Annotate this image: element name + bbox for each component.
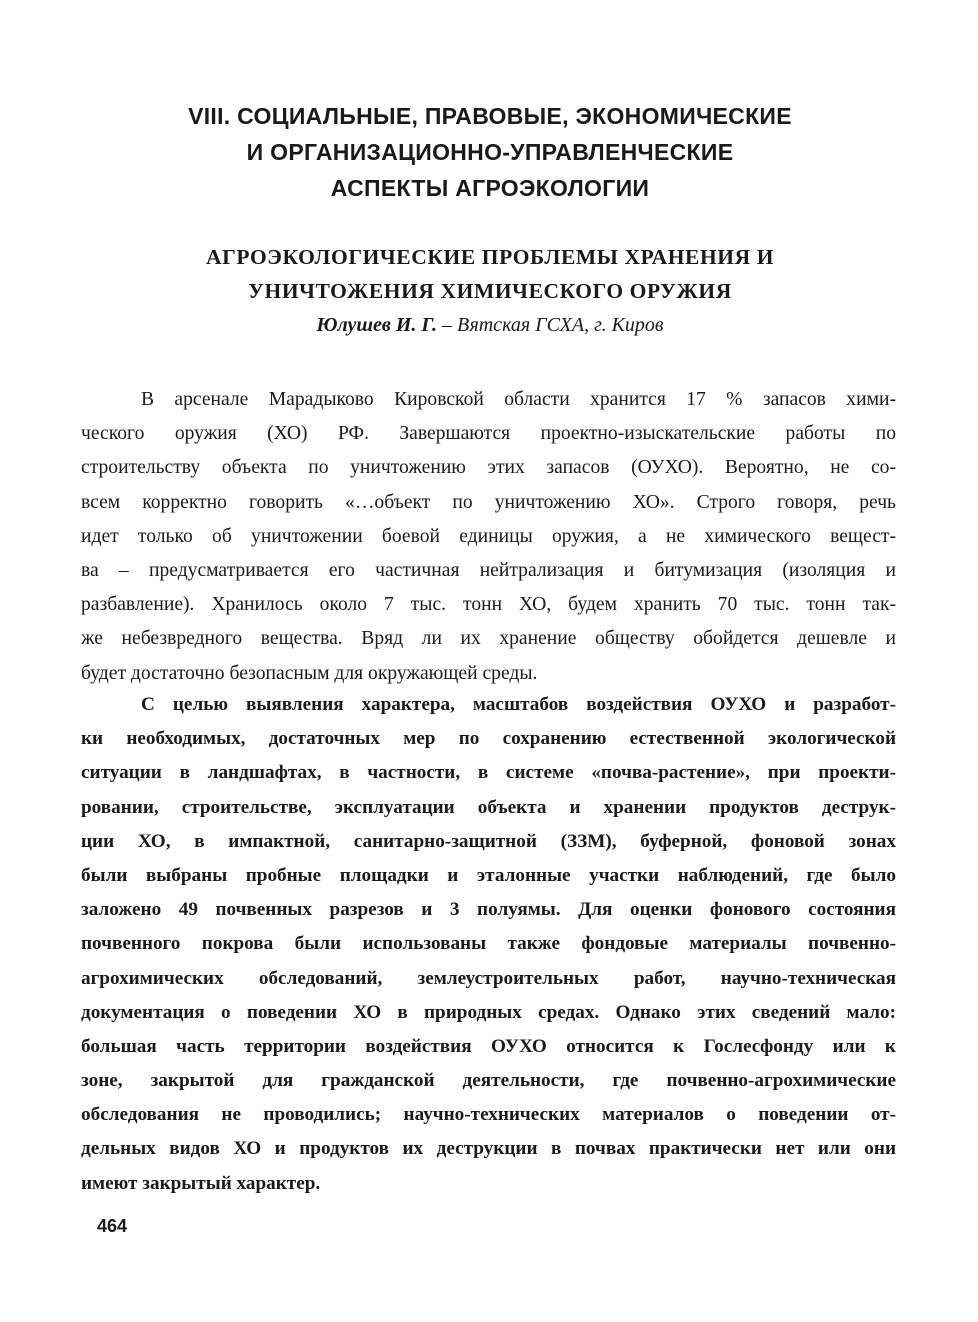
text-line: были выбраны пробные площадки и эталонные участки наблюдений, где было — [81, 864, 896, 886]
text-line: строительству объекта по уничтожению этих запасов (ОУХО). Вероятно, не со- — [81, 457, 896, 479]
text-line: ровании, строительстве, эксплуатации объекта и хранении продуктов деструк- — [81, 796, 896, 818]
section-heading — [120, 98, 860, 206]
text-line: агрохимических обследований, землеустроительных работ, научно-техническая — [81, 967, 896, 989]
text-line: ции ХО, в импактной, санитарно-защитной (ЗЗМ), буферной, фоновой зонах — [81, 830, 896, 852]
text-line: ки необходимых, достаточных мер по сохранению естественной экологической — [81, 728, 896, 750]
text-line: документация о поведении ХО в природных средах. Однако этих сведений мало: — [81, 1001, 896, 1023]
text-line: имеют закрытый характер. — [81, 1172, 321, 1194]
author-affiliation: – Вятская ГСХА, г. Киров — [441, 314, 664, 336]
paragraph-1 — [81, 383, 896, 691]
text-line: В арсенале Марадыково Кировской области хранится 17 % запасов хими- — [141, 389, 896, 410]
text-line: разбавление). Хранилось около 7 тыс. тонн ХО, будем хранить 70 тыс. тонн так- — [81, 594, 896, 616]
author-name: Юлушев И. Г. — [316, 314, 437, 336]
article-title-line: АГРОЭКОЛОГИЧЕСКИЕ ПРОБЛЕМЫ ХРАНЕНИЯ И — [205, 245, 775, 269]
page-number: 464 — [97, 1216, 128, 1236]
text-line: идет только об уничтожении боевой единицы оружия, а не химического вещест- — [81, 525, 896, 547]
section-heading-line: АСПЕКТЫ АГРОЭКОЛОГИИ — [330, 175, 650, 201]
text-line: почвенного покрова были использованы также фондовые материалы почвенно- — [81, 933, 896, 955]
text-line: заложено 49 почвенных разрезов и 3 полуямы. Для оценки фонового состояния — [81, 899, 896, 921]
text-line: ситуации в ландшафтах, в частности, в системе «почва-растение», при проекти- — [81, 762, 896, 784]
section-heading-line: VIII. СОЦИАЛЬНЫЕ, ПРАВОВЫЕ, ЭКОНОМИЧЕСКИЕ — [188, 103, 792, 129]
text-line: всем корректно говорить «…объект по уничтожению ХО». Строго говоря, речь — [81, 491, 896, 513]
text-line: будет достаточно безопасным для окружающей среды. — [81, 662, 538, 684]
text-line: ва – предусматривается его частичная нейтрализация и битумизация (изоляция и — [81, 559, 896, 581]
text-line: обследования не проводились; научно-технических материалов о поведении от- — [81, 1104, 896, 1126]
article-title — [120, 240, 860, 308]
section-heading-line: И ОРГАНИЗАЦИОННО-УПРАВЛЕНЧЕСКИЕ — [246, 139, 734, 165]
author-line — [120, 310, 860, 340]
text-line: ческого оружия (ХО) РФ. Завершаются проектно-изыскательские работы по — [81, 423, 896, 445]
article-title-line: УНИЧТОЖЕНИЯ ХИМИЧЕСКОГО ОРУЖИЯ — [248, 279, 732, 303]
text-line: С целью выявления характера, масштабов воздействия ОУХО и разработ- — [141, 694, 896, 715]
paragraph-2 — [81, 688, 896, 1201]
text-line: дельных видов ХО и продуктов их деструкции в почвах практически нет или они — [81, 1138, 896, 1160]
text-line: же небезвредного вещества. Вряд ли их хранение обществу обойдется дешевле и — [81, 628, 896, 650]
text-line: зоне, закрытой для гражданской деятельности, где почвенно-агрохимические — [81, 1070, 896, 1092]
text-line: большая часть территории воздействия ОУХО относится к Гослесфонду или к — [81, 1035, 896, 1057]
